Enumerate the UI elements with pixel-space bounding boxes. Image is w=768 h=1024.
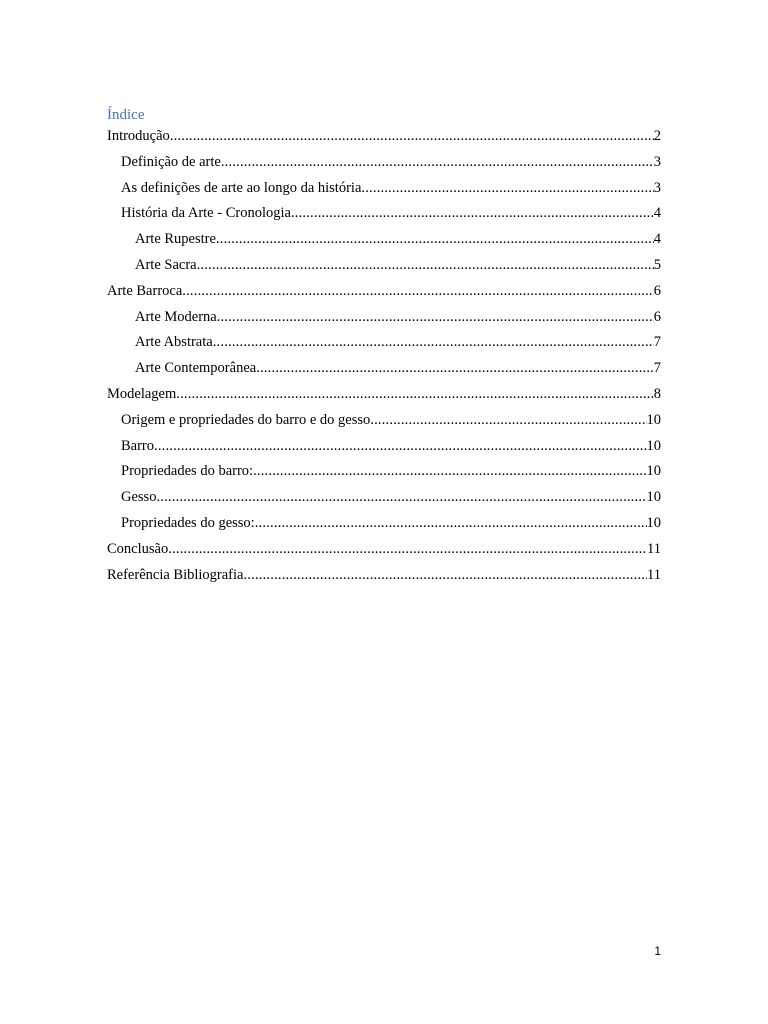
toc-dot-leader [154, 434, 646, 460]
toc-entry[interactable] [107, 253, 661, 279]
page-number: 1 [654, 944, 661, 958]
toc-dot-leader [253, 459, 646, 485]
toc-entry-page-number: 10 [646, 463, 661, 480]
toc-entry[interactable] [107, 356, 661, 382]
toc-entry-text: Arte Barroca [107, 282, 183, 299]
toc-entry[interactable] [107, 537, 661, 563]
toc-entry[interactable] [107, 382, 661, 408]
toc-entry[interactable] [107, 330, 661, 356]
toc-entry-page-number: 4 [653, 231, 661, 248]
toc-entry-page-number: 10 [646, 437, 661, 454]
toc-dot-leader [217, 305, 654, 331]
toc-entry-text: Arte Contemporânea [135, 360, 257, 377]
toc-entry[interactable] [107, 176, 661, 202]
toc-entry-text: Modelagem [107, 385, 177, 402]
toc-entry-page-number: 7 [653, 360, 661, 377]
toc-entry-page-number: 6 [653, 308, 661, 325]
toc-dot-leader [170, 124, 654, 150]
toc-dot-leader [213, 330, 654, 356]
toc-entry[interactable] [107, 459, 661, 485]
toc-entry-page-number: 11 [647, 566, 661, 583]
toc-dot-leader [370, 408, 646, 434]
toc-entry-text: Arte Rupestre [135, 231, 216, 248]
toc-entry-page-number: 11 [647, 540, 661, 557]
toc-entry-text: Definição de arte [121, 153, 221, 170]
toc-entry-page-number: 5 [653, 256, 661, 273]
toc-entry-text: Propriedades do gesso: [121, 514, 255, 531]
toc-entry-text: As definições de arte ao longo da história [121, 179, 362, 196]
toc-dot-leader [197, 253, 654, 279]
toc-entry-text: Introdução [107, 128, 170, 144]
toc-entry[interactable] [107, 408, 661, 434]
toc-entry[interactable] [107, 563, 661, 589]
toc-entry-text: Arte Abstrata [135, 334, 213, 351]
toc-entry[interactable] [107, 124, 661, 150]
toc-entry-text: História da Arte - Cronologia [121, 205, 291, 222]
toc-entry-text: Conclusão [107, 540, 169, 557]
toc-entry-text: Arte Sacra [135, 256, 197, 273]
toc-entry-text: Referência Bibliografia [107, 566, 244, 583]
toc-entry[interactable] [107, 201, 661, 227]
toc-entry[interactable] [107, 485, 661, 511]
toc-dot-leader [255, 511, 647, 537]
toc-entry[interactable] [107, 227, 661, 253]
toc-dot-leader [176, 382, 653, 408]
toc-entry-text: Barro [121, 437, 155, 454]
toc-dot-leader [182, 279, 653, 305]
toc-dot-leader [256, 356, 654, 382]
toc-entry-page-number: 2 [653, 128, 661, 144]
toc-entry-text: Origem e propriedades do barro e do gesso [121, 411, 371, 428]
toc-entry-page-number: 10 [646, 411, 661, 428]
toc-entry[interactable] [107, 150, 661, 176]
toc-dot-leader [291, 201, 654, 227]
toc-dot-leader [361, 176, 653, 202]
toc-entry-page-number: 10 [646, 489, 661, 506]
toc-entry[interactable] [107, 434, 661, 460]
toc-entry[interactable] [107, 279, 661, 305]
toc-entry-page-number: 3 [653, 153, 661, 170]
toc-entry-page-number: 8 [653, 385, 661, 402]
toc-dot-leader [168, 537, 647, 563]
toc-entry-page-number: 3 [653, 179, 661, 196]
toc-entry-text: Gesso [121, 489, 157, 506]
toc-title: Índice [107, 107, 145, 123]
table-of-contents [107, 124, 661, 588]
toc-entry-text: Arte Moderna [135, 308, 217, 325]
toc-dot-leader [243, 563, 647, 589]
toc-entry-text: Propriedades do barro: [121, 463, 254, 480]
toc-entry-page-number: 4 [653, 205, 661, 222]
toc-entry-page-number: 10 [646, 514, 661, 531]
toc-dot-leader [156, 485, 646, 511]
toc-dot-leader [221, 150, 654, 176]
toc-entry-page-number: 7 [653, 334, 661, 351]
toc-dot-leader [216, 227, 654, 253]
toc-entry[interactable] [107, 511, 661, 537]
toc-entry-page-number: 6 [653, 282, 661, 299]
toc-entry[interactable] [107, 305, 661, 331]
